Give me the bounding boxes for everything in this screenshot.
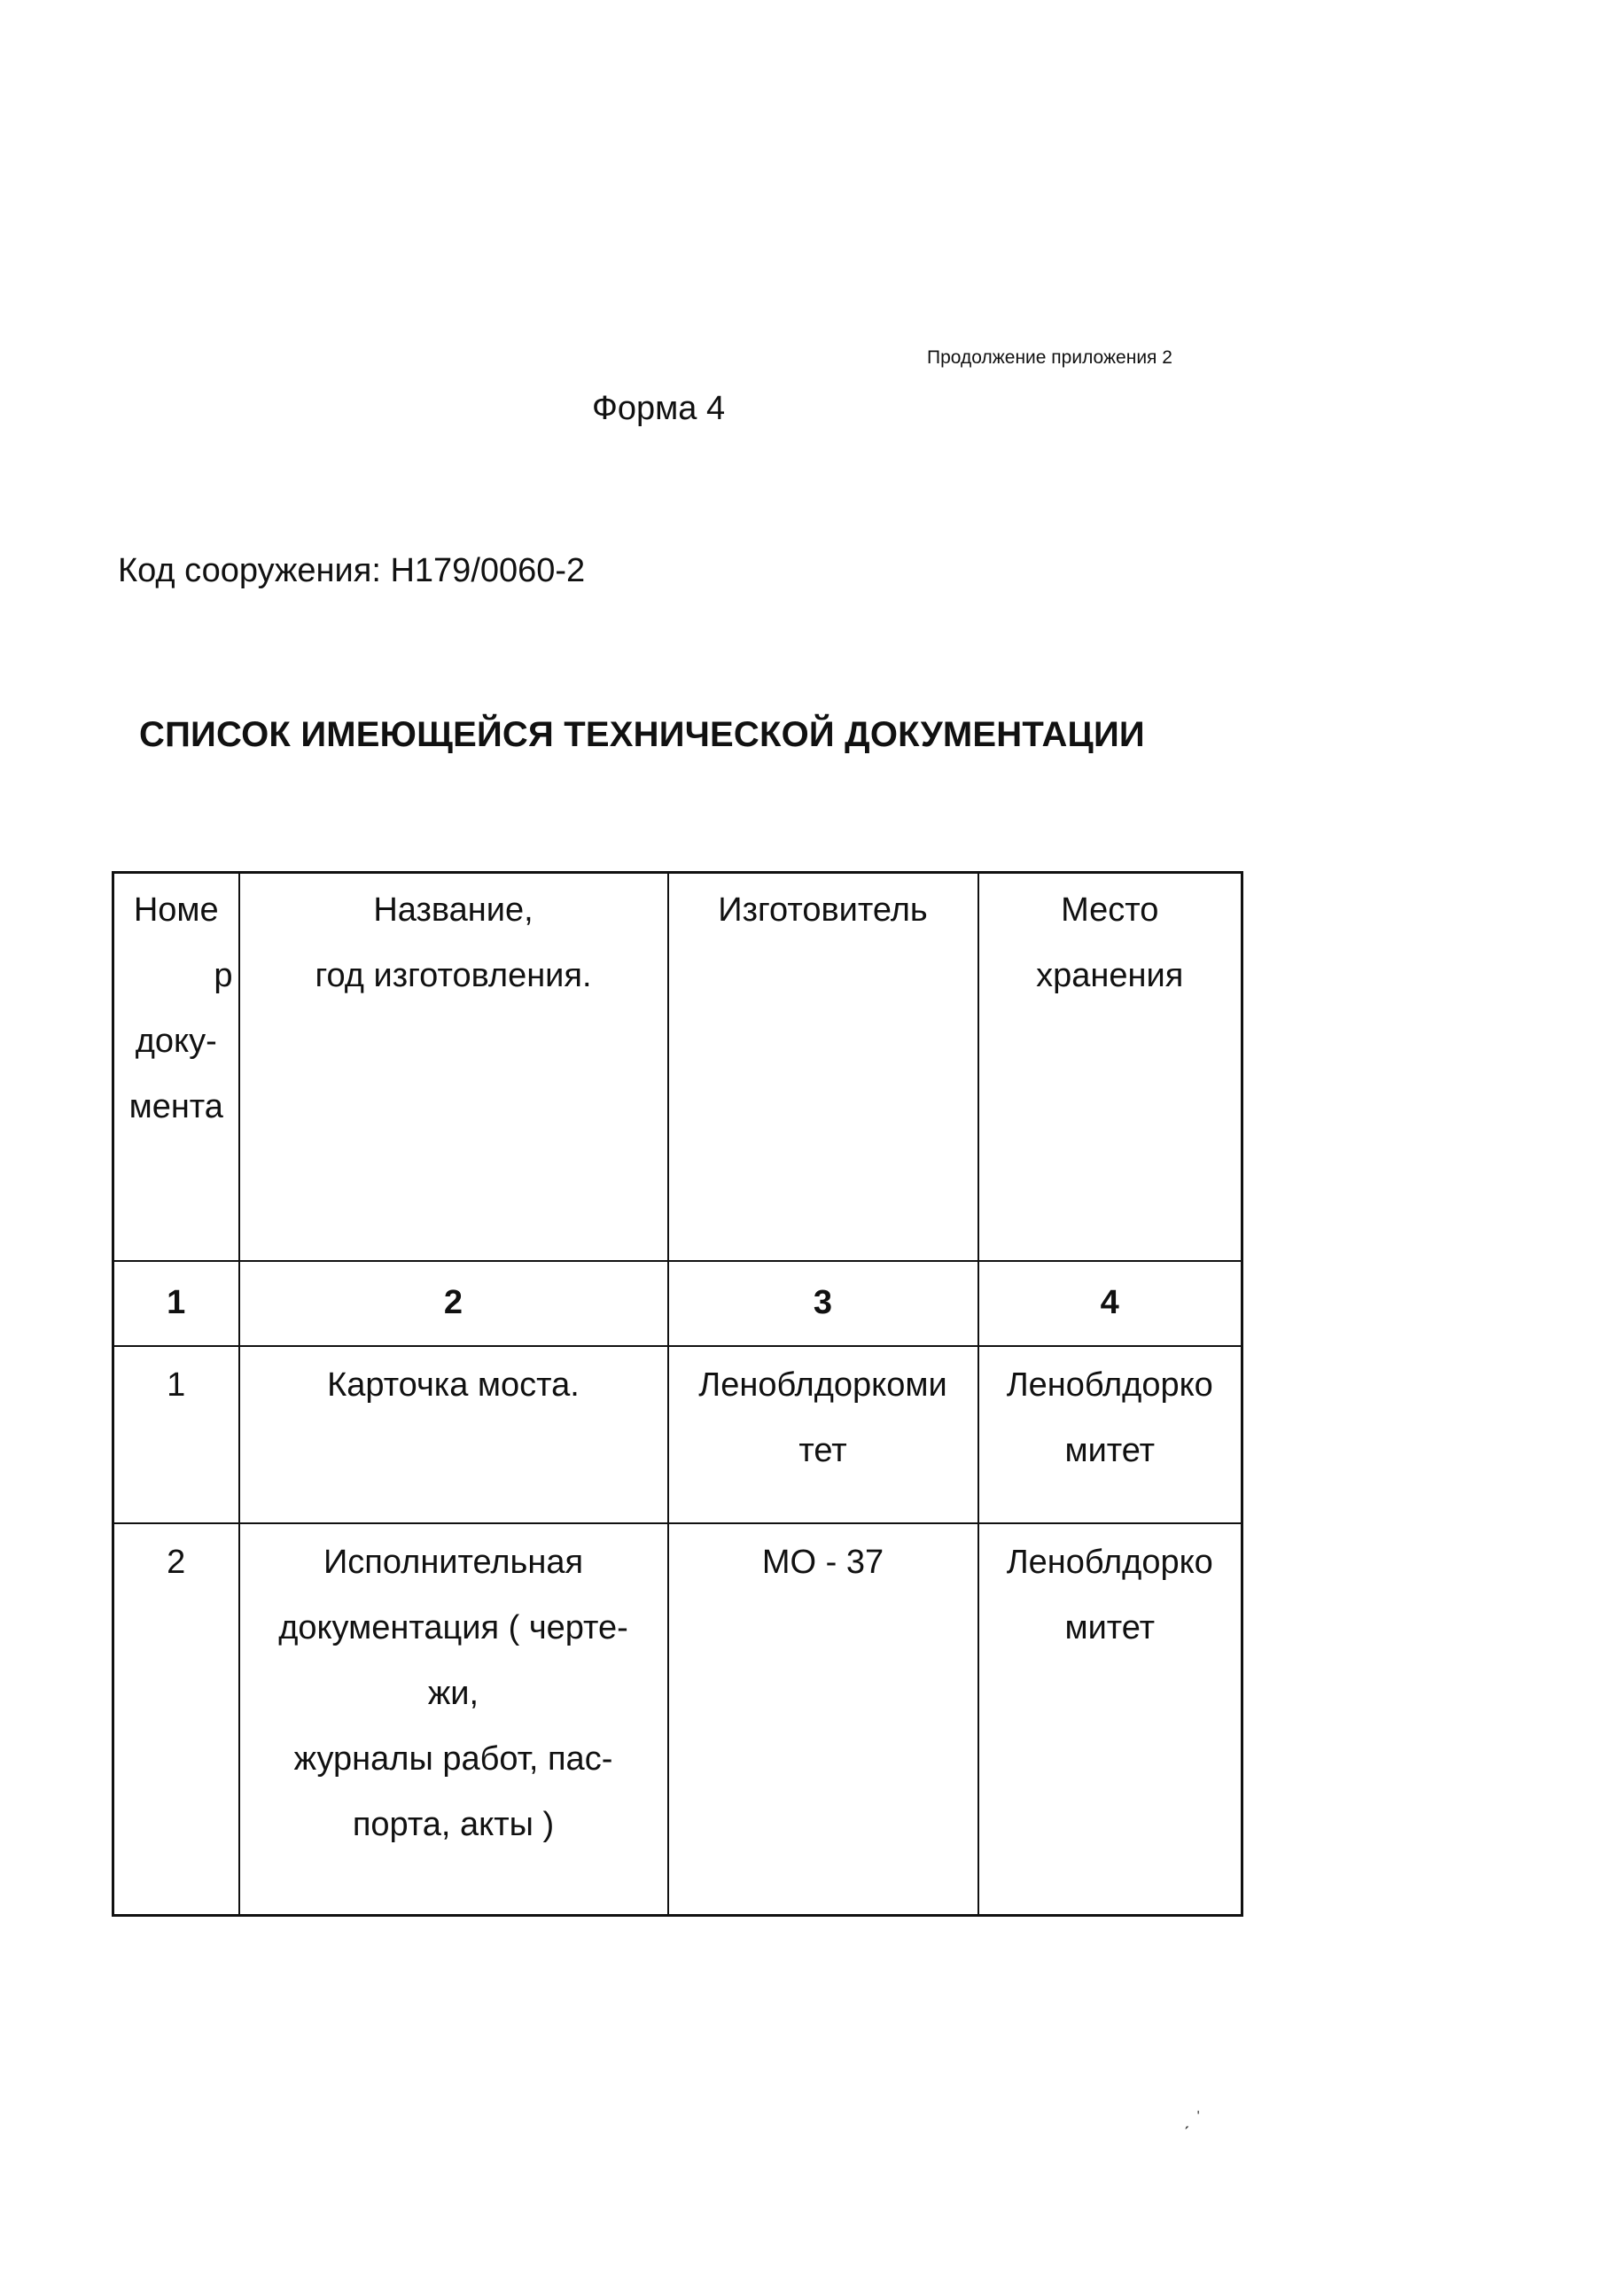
row-maker-line: МО - 37: [761, 1544, 884, 1581]
row-name-line: журналы работ, пас-: [293, 1740, 613, 1778]
row-storage-line: Леноблдорко: [1006, 1544, 1213, 1581]
row-name-line: порта, акты ): [352, 1806, 555, 1843]
table-header-row: [113, 873, 1242, 1262]
structure-code-value: Н179/0060-2: [390, 552, 586, 589]
index-cell: 4: [978, 1261, 1242, 1346]
header-maker-line: Изготовитель: [718, 891, 928, 929]
header-storage-line: хранения: [1036, 957, 1184, 994]
scan-speck: ˏ ˈ: [1183, 2107, 1202, 2129]
header-storage-line: Место: [1061, 891, 1159, 929]
header-maker: [668, 873, 978, 1262]
row-name: [239, 1346, 668, 1523]
row-name-line: Карточка моста.: [327, 1366, 580, 1404]
header-storage: [978, 873, 1242, 1262]
row-number-text: 2: [167, 1544, 186, 1581]
form-label: Форма 4: [592, 390, 726, 427]
row-name-line: жи,: [427, 1675, 479, 1712]
index-cell: 1: [113, 1261, 239, 1346]
header-name-year: [239, 873, 668, 1262]
table-row: [113, 1523, 1242, 1916]
continuation-note: Продолжение приложения 2: [927, 347, 1172, 368]
row-maker: [668, 1523, 978, 1916]
row-storage: [978, 1523, 1242, 1916]
row-number-text: 1: [167, 1366, 186, 1404]
structure-code-label: Код сооружения:: [118, 552, 381, 589]
row-maker-line: Леноблдоркоми: [698, 1366, 947, 1404]
index-cell: 3: [668, 1261, 978, 1346]
row-number: [113, 1523, 239, 1916]
index-cell: 2: [239, 1261, 668, 1346]
row-maker: [668, 1346, 978, 1523]
header-name-year-line: Название,: [373, 891, 534, 929]
row-storage-line: митет: [1064, 1432, 1156, 1469]
row-maker-line: тет: [798, 1432, 847, 1469]
header-doc-number-line: мента: [129, 1088, 223, 1125]
table-index-row: [113, 1261, 1242, 1346]
row-name: [239, 1523, 668, 1916]
header-name-year-line: год изготовления.: [315, 957, 592, 994]
documentation-table: [112, 871, 1243, 1917]
row-storage: [978, 1346, 1242, 1523]
header-doc-number: [113, 873, 239, 1262]
row-name-line: Исполнительная: [323, 1544, 584, 1581]
row-name-line: документация ( черте-: [278, 1609, 628, 1646]
row-number: [113, 1346, 239, 1523]
header-doc-number-line: р: [214, 957, 233, 994]
row-storage-line: митет: [1064, 1609, 1156, 1646]
header-doc-number-line: доку-: [135, 1023, 217, 1060]
header-doc-number-line: Номе: [133, 891, 219, 929]
table-row: [113, 1346, 1242, 1523]
structure-code-line: [118, 552, 585, 590]
row-storage-line: Леноблдорко: [1006, 1366, 1213, 1404]
document-title: СПИСОК ИМЕЮЩЕЙСЯ ТЕХНИЧЕСКОЙ ДОКУМЕНТАЦИИ: [139, 715, 1145, 754]
